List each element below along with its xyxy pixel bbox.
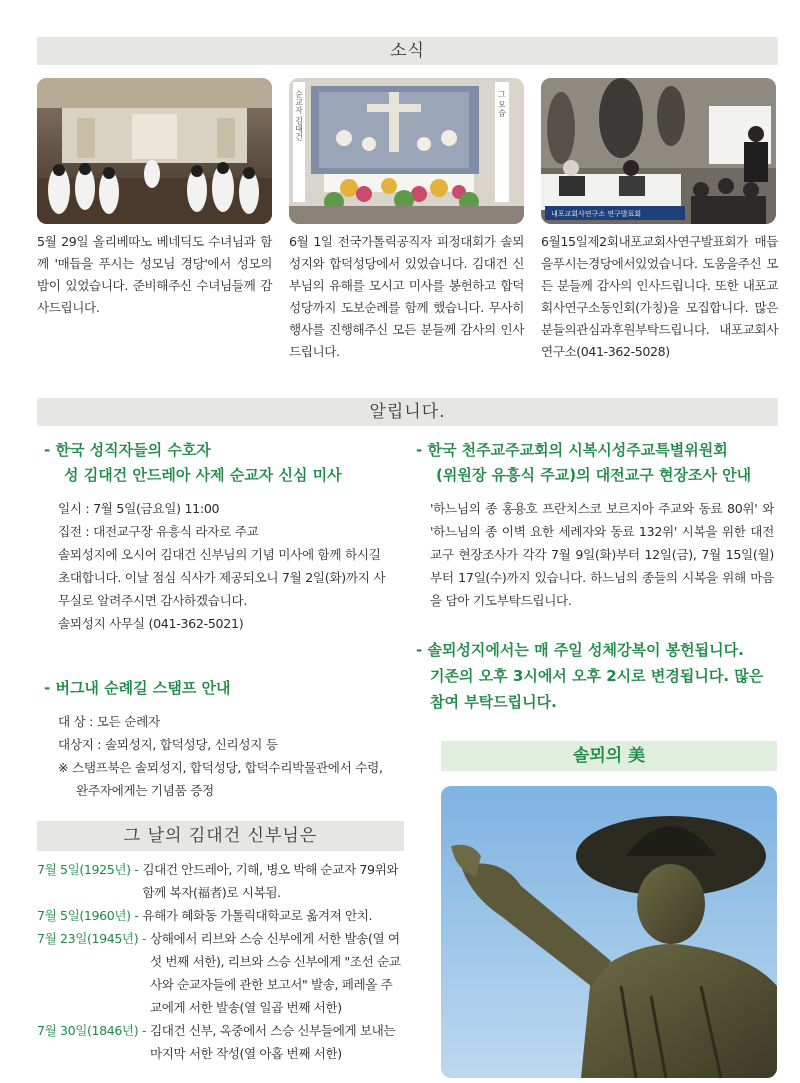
adoration-notice [416,637,786,715]
stamp-target: 대 상 : 모든 순례자 [58,714,160,729]
timeline-date: 7월 23일(1945년) - [37,931,146,946]
news-section-header [37,37,778,65]
mass-contact: 솔뫼성지 사무실 (041-362-5021) [58,616,244,631]
notices-section-header [37,398,778,426]
mass-headline-line-2: 성 김대건 안드레아 사제 순교자 신심 미사 [64,466,342,484]
survey-notice-body: '하느님의 종 홍용호 프란치스코 보르지아 주교와 동료 80위' 와 '하느님의 종 이벽 요한 세례자와 동료 132위' 시복을 위한 대전교구 현장조사가 각각 7월 9일(화)부터 12일(금), 7월 15일(월)부터 17일(수)까지 있습니다. 하느님의 종들의 시복을 위해 마음을 담아 기도부탁드립니다. [430,501,774,608]
mass-date: 일시 : 7월 5일(금요일) 11:00 [58,501,220,516]
notices-section-title: 알립니다. [369,402,446,422]
survey-headline-line-1: - 한국 천주교주교회의 시복시성주교특별위원회 [416,441,728,459]
timeline-desc: 김대건 안드레아, 기해, 병오 박해 순교자 79위와 함께 복자(福者)로 시복됨. [142,862,399,900]
beauty-section-header [441,741,777,771]
timeline-date: 7월 5일(1960년) - [37,908,139,923]
history-section-title: 그 날의 김대건 신부님은 [123,826,318,846]
nuns-chapel-photo [37,78,272,224]
stamp-note-2: 완주자에게는 기념품 증정 [76,783,214,798]
news-caption-3: 6월15일제2회내포교회사연구발표회가 매듭을푸시는경당에서있었습니다. 도움을주신 모든 분들께 감사의 인사드립니다. 또한 내포교회사연구소동인회(가칭)을 모집합니다. 많은분들의관심과후원부탁드립니다. 내포교회사연구소(041-362-5028) [541,234,778,359]
news-caption-2: 6월 1일 전국가톨릭공직자 피정대회가 솔뫼성지와 합덕성당에서 있었습니다. 김대건 신부님의 유해를 모시고 미사를 봉헌하고 합덕성당까지 도보순례를 함께 했습니다. 무사히 행사를 진행해주신 모든 분들께 감사의 인사드립니다. [289,234,524,359]
beauty-section-title: 솔뫼의 美 [572,746,646,766]
news-section-title: 소식 [390,41,425,61]
timeline-row [37,858,433,904]
seminar-sign-text: 내포교회사연구소 연구발표회 [551,210,642,218]
adoration-line-3: 참여 부탁드립니다. [430,693,557,711]
mass-notice-headline [44,438,404,488]
timeline-row [37,904,433,927]
timeline-date: 7월 30일(1846년) - [37,1023,146,1038]
banner-right-text: 그 모습 [497,90,507,117]
stamp-notice-headline: - 버그내 순례길 스탬프 안내 [44,679,231,697]
mass-celebrant: 집전 : 대전교구장 유흥식 라자로 주교 [58,524,259,539]
survey-headline-line-2: (위원장 유흥식 주교)의 대전교구 현장조사 안내 [436,466,752,484]
adoration-line-1: - 솔뫼성지에서는 매 주일 성체강복이 봉헌됩니다. [416,641,744,659]
kim-daegeon-statue-photo [441,786,777,1078]
stamp-places: 대상지 : 솔뫼성지, 합덕성당, 신리성지 등 [58,737,278,752]
stamp-notice-body [58,710,403,802]
mass-headline-line-1: - 한국 성직자들의 수호자 [44,441,211,459]
timeline-desc: 상해에서 리브와 스승 신부에게 서한 발송(열 여 섯 번째 서한), 리브와 스승 신부에게 "조선 순교 사와 순교자들에 관한 보고서" 발송, 페레올 주 교에게 서한 발송(열 일곱 번째 서한) [149,931,401,1015]
survey-notice-headline [416,438,786,488]
adoration-line-2: 기존의 오후 3시에서 오후 2시로 변경됩니다. 많은 [430,667,764,685]
timeline-desc: 유해가 혜화동 가톨릭대학교로 옮겨져 안치. [142,908,373,923]
history-section-header [37,821,404,851]
timeline-row [37,927,433,1019]
altar-mass-photo [289,78,524,224]
mass-description: 솔뫼성지에 오시어 김대건 신부님의 기념 미사에 함께 하시길 초대합니다. 이날 점심 식사가 제공되오니 7월 2일(화)까지 사무실로 알려주시면 감사하겠습니다. [58,547,386,608]
mass-notice-body [58,497,388,635]
research-seminar-photo [541,78,776,224]
banner-left-text: 순교자 김대건 [294,90,304,141]
news-caption-1: 5월 29일 올리베따노 베네딕도 수녀님과 함께 '매듭을 푸시는 성모님 경당'에서 성모의 밤이 있었습니다. 준비해주신 수녀님들께 감사드립니다. [37,234,272,315]
history-timeline [37,858,433,1065]
timeline-row [37,1019,433,1065]
timeline-date: 7월 5일(1925년) - [37,862,139,877]
stamp-note-1: ※ 스탬프북은 솔뫼성지, 합덕성당, 합덕수리박물관에서 수령, [58,760,383,775]
timeline-desc: 김대건 신부, 옥중에서 스승 신부들에게 보내는 마지막 서한 작성(열 아홉 번째 서한) [149,1023,396,1061]
